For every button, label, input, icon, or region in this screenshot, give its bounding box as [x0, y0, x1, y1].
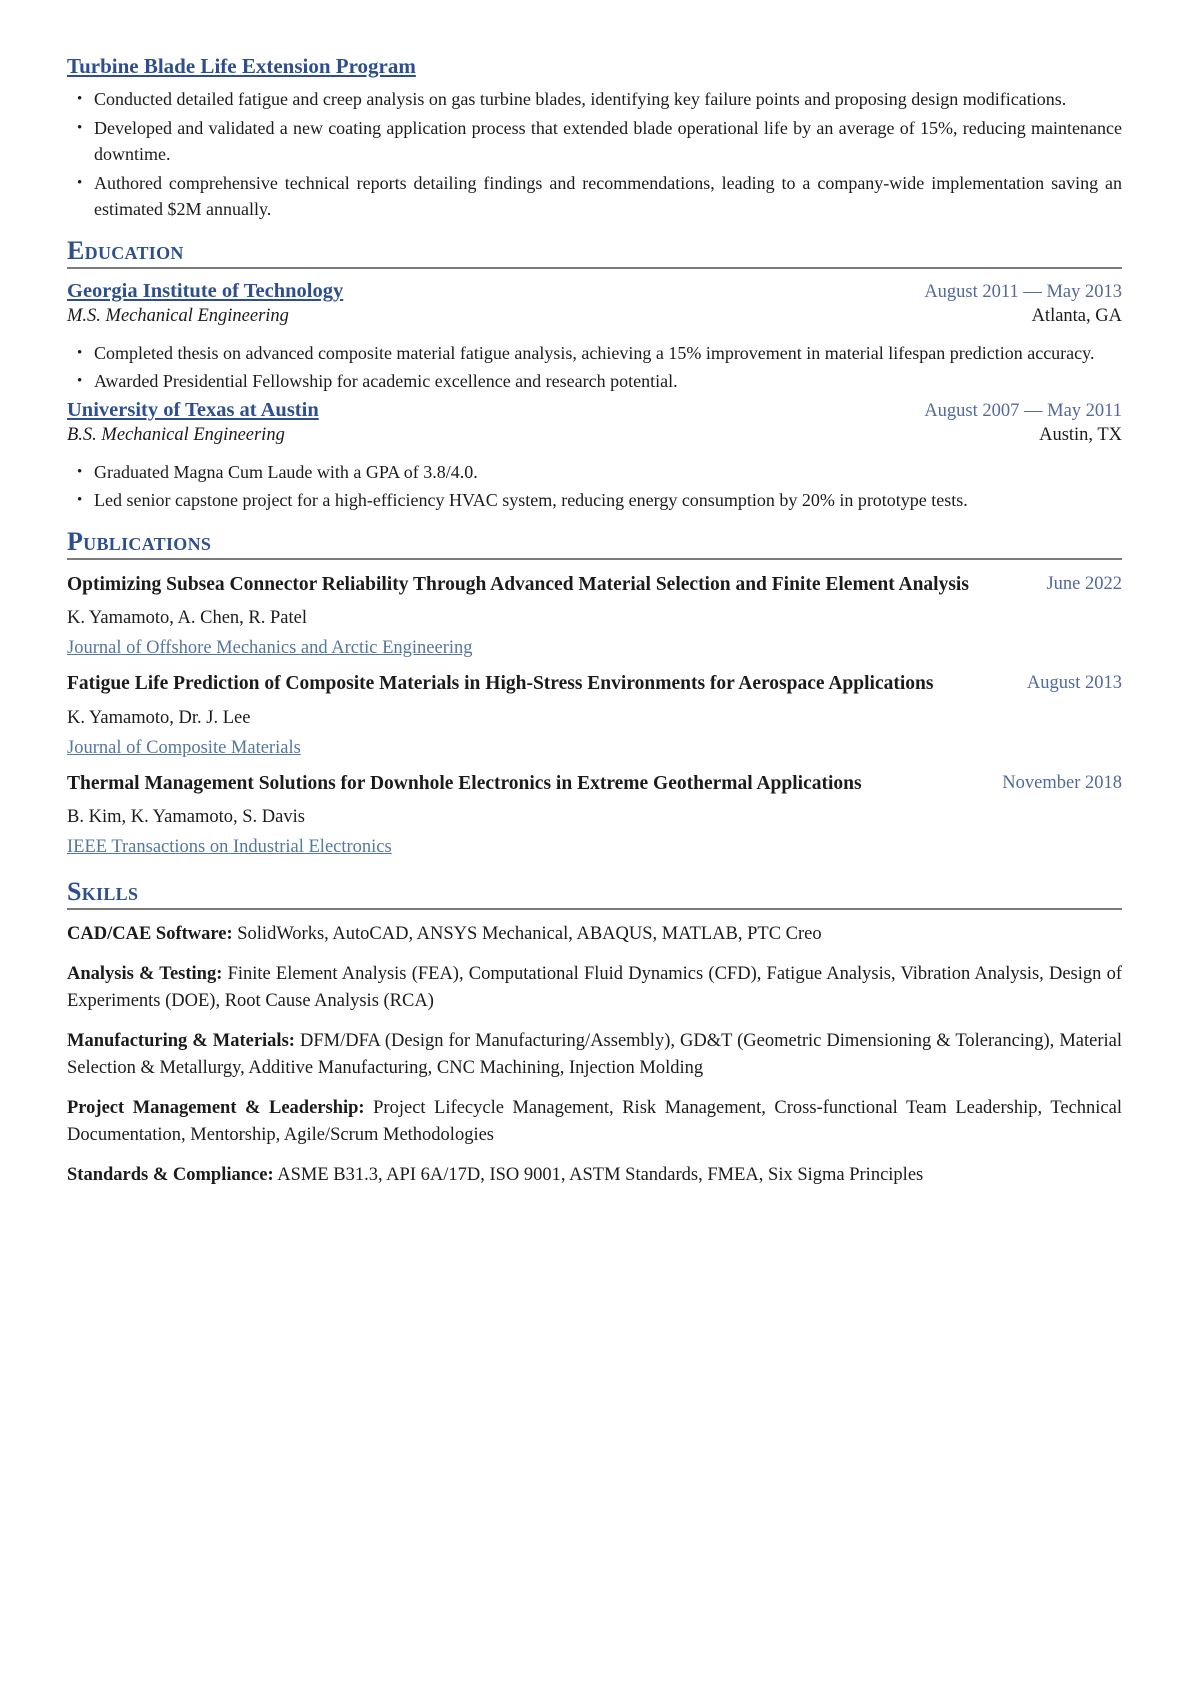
bullet-text: Completed thesis on advanced composite material fatigue analysis, achieving a 15% improvement in material lifespan prediction accuracy. [94, 342, 1095, 363]
education-bullet-list [67, 340, 1122, 395]
publication-date: November 2018 [1002, 772, 1122, 793]
education-degree-line [67, 425, 1122, 446]
skill-line [67, 1162, 1122, 1189]
skill-values: Finite Element Analysis (FEA), Computational Fluid Dynamics (CFD), Fatigue Analysis, Vibration Analysis, Design of Experiments (DOE), Root Cause Analysis (RCA) [67, 964, 1123, 1011]
bullet-icon: • [77, 119, 83, 136]
bullet-icon: • [77, 373, 83, 389]
publication-title [67, 571, 1122, 599]
section-heading-skills: Skills [67, 877, 139, 906]
journal-link[interactable]: Journal of Composite Materials [67, 737, 301, 758]
publication-date: August 2013 [1026, 673, 1122, 693]
education-entry [67, 399, 1122, 514]
bullet-icon: • [77, 91, 83, 107]
section-heading-publications: Publications [67, 526, 212, 556]
bullet-text: Awarded Presidential Fellowship for academic excellence and research potential. [94, 371, 678, 391]
list-item [67, 368, 1122, 395]
skill-values: SolidWorks, AutoCAD, ANSYS Mechanical, ABAQUS, MATLAB, PTC Creo [237, 924, 822, 944]
section-divider [67, 267, 1122, 269]
skill-values: ASME B31.3, API 6A/17D, ISO 9001, ASTM Standards, FMEA, Six Sigma Principles [277, 1165, 924, 1185]
education-entry-header [67, 399, 1122, 422]
education-entry [67, 280, 1122, 395]
education-dates: August 2007 — May 2011 [924, 400, 1122, 421]
skill-line [67, 1095, 1122, 1149]
education-section [67, 236, 1122, 514]
skills-section [67, 877, 1122, 1189]
bullet-text: Led senior capstone project for a high-efficiency HVAC system, reducing energy consumption by 20% in prototype tests. [94, 490, 968, 510]
institution-link[interactable]: Georgia Institute of Technology [67, 279, 344, 302]
section-divider [67, 908, 1122, 910]
publication-title-text: Fatigue Life Prediction of Composite Materials in High-Stress Environments for Aerospace Applications [67, 673, 934, 694]
list-item [67, 340, 1122, 367]
journal-link[interactable]: Journal of Offshore Mechanics and Arctic Engineering [67, 638, 473, 658]
publication-authors: B. Kim, K. Yamamoto, S. Davis [67, 807, 305, 827]
skill-values: Project Lifecycle Management, Risk Management, Cross-functional Team Leadership, Technical Documentation, Mentorship, Agile/Scrum Methodologies [67, 1098, 1122, 1145]
journal-link[interactable]: IEEE Transactions on Industrial Electronics [67, 837, 392, 857]
section-divider [67, 558, 1122, 560]
publication-title [67, 670, 1122, 698]
publications-section [67, 527, 1122, 865]
degree-label: B.S. Mechanical Engineering [67, 424, 285, 445]
bullet-icon: • [77, 492, 83, 508]
education-dates: August 2011 — May 2013 [924, 281, 1122, 302]
education-bullet-list [67, 459, 1122, 514]
skill-category-label: Standards & Compliance: [67, 1165, 274, 1185]
section-heading-education: Education [67, 235, 184, 265]
location-label: Atlanta, GA [1031, 305, 1122, 326]
degree-label: M.S. Mechanical Engineering [67, 305, 289, 326]
bullet-text: Conducted detailed fatigue and creep analysis on gas turbine blades, identifying key failure points and proposing design modifications. [94, 89, 1067, 109]
bullet-icon: • [77, 174, 83, 191]
publication-entry [67, 770, 1122, 865]
project-title-link[interactable]: Turbine Blade Life Extension Program [67, 54, 416, 78]
skill-line [67, 921, 1122, 948]
skill-category-label: Manufacturing & Materials: [67, 1031, 295, 1051]
publication-entry [67, 670, 1122, 765]
publication-entry [67, 571, 1122, 666]
bullet-text: Developed and validated a new coating application process that extended blade operational life by an average of 15%, reducing maintenance downtime. [94, 117, 1122, 164]
publication-title-text: Thermal Management Solutions for Downhole Electronics in Extreme Geothermal Applications [67, 772, 862, 794]
publication-date: June 2022 [1046, 573, 1122, 594]
skill-category-label: Project Management & Leadership: [67, 1098, 365, 1118]
education-degree-line [67, 306, 1122, 327]
project-bullet-list [67, 86, 1122, 223]
skill-category-label: Analysis & Testing: [67, 964, 223, 984]
publication-title-text: Optimizing Subsea Connector Reliability Through Advanced Material Selection and Finite Element Analysis [67, 573, 969, 595]
bullet-text: Authored comprehensive technical reports detailing findings and recommendations, leading to a company-wide implementation saving an estimated $2M annually. [94, 172, 1122, 219]
location-label: Austin, TX [1039, 424, 1122, 445]
list-item [67, 170, 1122, 223]
publication-authors: K. Yamamoto, Dr. J. Lee [67, 707, 251, 728]
publication-title [67, 770, 1122, 798]
list-item [67, 115, 1122, 168]
skill-values: DFM/DFA (Design for Manufacturing/Assembly), GD&T (Geometric Dimensioning & Tolerancing), Material Selection & Metallurgy, Additive Manufacturing, CNC Machining, Injection Molding [67, 1031, 1122, 1078]
bullet-icon: • [77, 344, 83, 361]
skill-category-label: CAD/CAE Software: [67, 924, 233, 944]
list-item [67, 459, 1122, 486]
skill-line [67, 1028, 1122, 1082]
education-entry-header [67, 280, 1122, 303]
publication-authors: K. Yamamoto, A. Chen, R. Patel [67, 608, 307, 628]
institution-link[interactable]: University of Texas at Austin [67, 398, 319, 421]
list-item [67, 487, 1122, 514]
list-item [67, 86, 1122, 113]
skill-line [67, 961, 1122, 1015]
bullet-text: Graduated Magna Cum Laude with a GPA of 3.8/4.0. [94, 461, 478, 482]
bullet-icon: • [77, 463, 83, 480]
project-section [67, 54, 1122, 223]
